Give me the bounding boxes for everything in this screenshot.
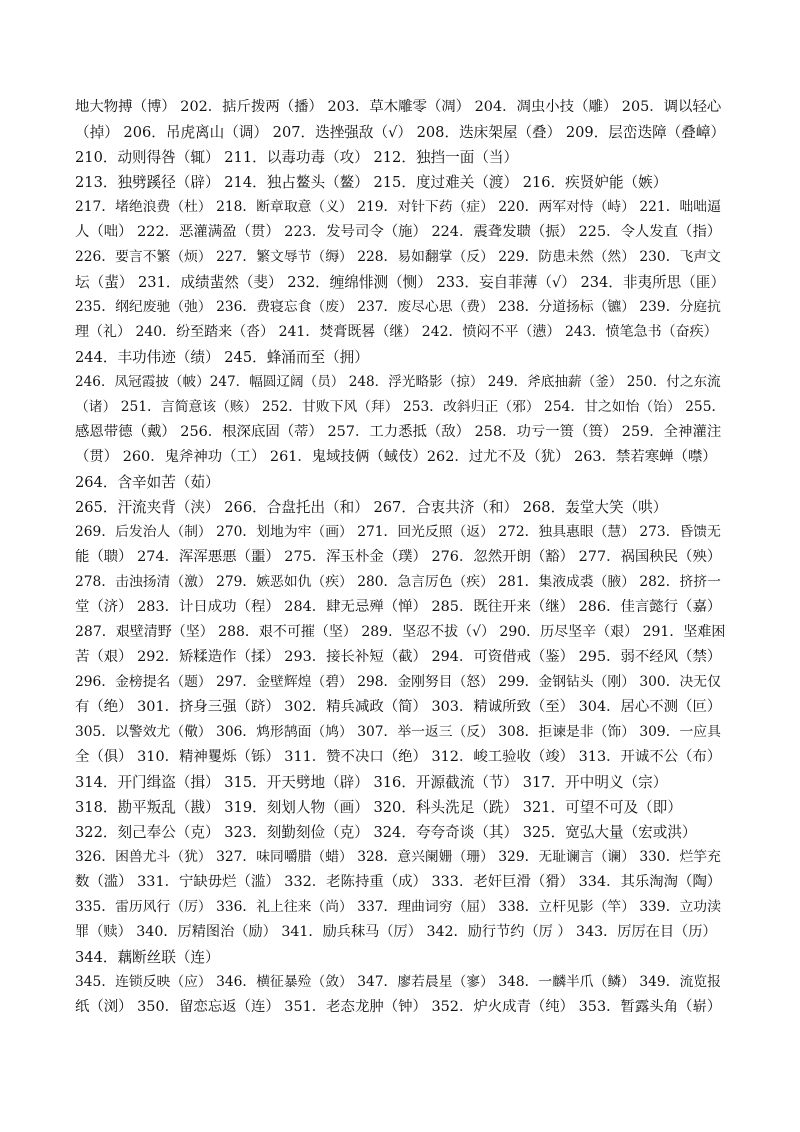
text-line: 326．困兽尤斗（犹） 327．味同嚼腊（蜡） 328．意兴阑姗（珊） 329．无耻谰言（谰） 330．烂竽充 [75,849,721,865]
text-line: 罪（赎） 340．厉精图治（励） 341．励兵秣马（厉） 342．励行节约（厉 ） 343．厉厉在目（历） [75,924,717,940]
text-line: 理（礼） 240．纷至踏来（沓） 241．焚膏既晷（继） 242．愤闷不平（懑） 243．愤笔急书（奋疾） [75,324,718,340]
text-line: 苦（艰） 292．矫糅造作（揉） 293．接长补短（截） 294．可资借戒（鉴） 295．弱不经风（禁） [75,649,722,665]
text-line: 335．雷历风行（厉） 336．礼上往来（尚） 337．理曲词穷（屈） 338．立杆见影（竿） 339．立功渎 [75,899,721,915]
text-line: 314．开门缉盗（揖） 315．开天劈地（辟） 316．开源截流（节） 317．开中明义（宗） [75,774,668,791]
text-line: 全（俱） 310．精神矍烁（铄） 311．赞不决口（绝） 312．峻工验收（竣） 313．开诚不公（布） [75,749,722,765]
text-line: 244．丰功伟迹（绩） 245．蜂涌而至（拥） [75,349,369,366]
text-line: 235．纲纪废驰（弛） 236．费寝忘食（废） 237．废尽心思（费） 238．分道扬标（镳） 239．分庭抗 [75,299,721,315]
text-line: 数（滥） 331．宁缺毋烂（滥） 332．老陈持重（成） 333．老奸巨滑（猾） 334．其乐淘淘（陶） [75,874,722,890]
text-line: 217．堵绝浪费（杜） 218．断章取意（义） 219．对针下药（症） 220．两军对恃（峙） 221．咄咄逼 [75,199,721,215]
text-line: 269．后发治人（制） 270．划地为牢（画） 271．回光反照（返） 272．独具惠眼（慧） 273．昏馈无 [75,524,721,540]
text-line: 264．含辛如苦（茹） [75,474,220,491]
text-line: 地大物搏（博） 202．掂斤拨两（播） 203．草木雕零（凋） 204．凋虫小技（雕） 205．调以轻心 [75,99,722,115]
text-line: 感恩带德（戴） 256．根深底固（蒂） 257．工力悉抵（敌） 258．功亏一篑（篑） 259．全神灌注 [75,424,722,440]
text-line: 210．动则得咎（辄） 211．以毒功毒（攻） 212．独挡一面（当） [75,149,519,166]
text-line: （掉） 206．吊虎离山（调） 207．迭挫强敌（√） 208．迭床架屋（叠） 209．层峦迭障（叠嶂） [75,124,725,141]
text-line: 345．连锁反映（应） 346．横征暴殓（敛） 347．廖若晨星（寥） 348．一麟半爪（鳞） 349．流览报 [75,974,721,990]
text-line: 246．凤冠霞披（帔）247．幅圆辽阔（员） 248．浮光略影（掠） 249．斧底抽薪（釜） 250．付之东流 [75,374,721,390]
text-line: 265．汗流夹背（浃） 266．合盘托出（和） 267．合衷共济（和） 268．轰堂大笑（哄） [75,499,668,516]
text-line: 344．藕断丝联（连） [75,949,220,966]
text-line: 296．金榜提名（题） 297．金壁辉煌（碧） 298．金刚努目（怒） 299．金钢钻头（刚） 300．决无仅 [75,674,721,690]
text-line: 226．要言不繁（烦） 227．繁文辱节（缛） 228．易如翻掌（反） 229．防患未然（然） 230．飞声文 [75,249,721,265]
text-line: 305．以警效尤（儆） 306．鸩形鹄面（鸠） 307．举一返三（反） 308．拒谏是非（饰） 309．一应具 [75,724,721,740]
text-line: 堂（济） 283．计日成功（程） 284．肆无忌殚（惮） 285．既往开来（继） 286．佳言懿行（嘉） [75,599,722,615]
text-line: 坛（蜚） 231．成绩蜚然（斐） 232．缠绵悱测（恻） 233．妄自菲薄（√） 234．非夷所思（匪） [75,274,725,291]
word-list [75,95,725,1020]
text-line: 278．击浊扬清（激） 279．嫉恶如仇（疾） 280．急言厉色（疾） 281．集液成裘（腋） 282．挤挤一 [75,574,721,590]
text-line: 能（聩） 274．浑浑悪悪（噩） 275．浑玉朴金（璞） 276．忽然开朗（豁） 277．祸国秧民（殃） [75,549,722,565]
text-line: （贯） 260．鬼斧神功（工） 261．鬼域技俩（蜮伎）262．过尤不及（犹） 263．禁若寒蝉（噤） [75,449,717,465]
text-line: 有（绝） 301．挤身三强（跻） 302．精兵减政（简） 303．精诚所致（至） 304．居心不测（叵） [75,699,722,715]
text-line: 213．独劈蹊径（辟） 214．独占鳌头（鳌） 215．度过难关（渡） 216．疾贤妒能（嫉） [75,174,668,191]
text-line: 318．勘平叛乱（戡） 319．刻划人物（画） 320．科头洗足（跣） 321．可望不可及（即） [75,799,682,816]
text-line: 287．艰壁清野（坚） 288．艰不可摧（坚） 289．坚忍不拔（√） 290．历尽坚辛（艰） 291．坚难困 [75,624,725,640]
text-line: （诸） 251．言简意该（赅） 252．甘败下风（拜） 253．改斜归正（邪） 254．甘之如怡（饴） 255． [75,399,725,415]
text-line: 人（咄） 222．恶灌满盈（贯） 223．发号司令（施） 224．震聋发聩（振） 225．令人发直（指） [75,224,722,240]
text-line: 纸（浏） 350．留恋忘返（连） 351．老态龙肿（钟） 352．炉火成青（纯） 353．暂露头角（崭） [75,999,722,1015]
text-line: 322．刻己奉公（克） 323．刻勤刻俭（克） 324．夸夸奇谈（其） 325．宽弘大量（宏或洪） [75,824,697,841]
